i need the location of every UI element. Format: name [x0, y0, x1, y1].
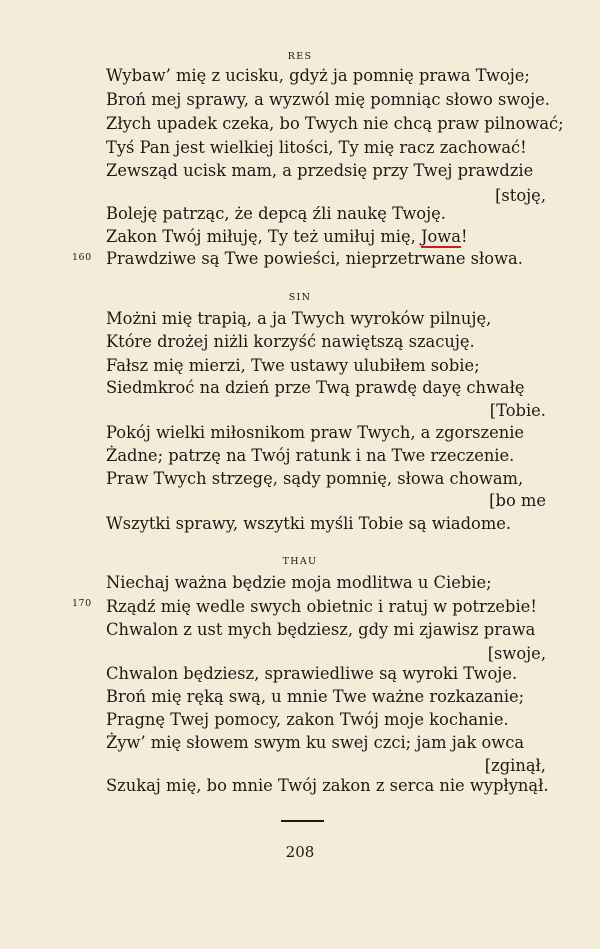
verse-line: Praw Twych strzegę, sądy pomnię, słowa chowam, — [106, 469, 524, 488]
verse-line: Wszytki sprawy, wszytki myśli Tobie są wiadome. — [106, 514, 512, 533]
verse-continuation: [swoje, — [487, 644, 546, 663]
red-underlined-word: Jowa — [420, 227, 461, 246]
verse-line: Pokój wielki miłosnikom praw Twych, a zgorszenie — [106, 423, 525, 442]
verse-line: Niechaj ważna będzie moja modlitwa u Ciebie; — [106, 573, 492, 592]
verse-line: Wybaw’ mię z ucisku, gdyż ja pomnię prawa Twoje; — [106, 66, 530, 85]
verse-continuation: [Tobie. — [489, 401, 546, 420]
verse-continuation: [bo me — [489, 491, 546, 510]
footer-rule — [281, 820, 324, 822]
verse-line: Broń mej sprawy, a wyzwól mię pomniąc słowo swoje. — [106, 90, 550, 109]
verse-line: Zewsząd ucisk mam, a przedsię przy Twej prawdzie — [106, 161, 534, 180]
verse-continuation: [stoję, — [495, 186, 546, 205]
verse-line: Boleję patrząc, że depcą źli naukę Twoję. — [106, 204, 446, 223]
section-heading-thau: THAU — [282, 556, 318, 567]
verse-line: Złych upadek czeka, bo Twych nie chcą praw pilnować; — [106, 114, 564, 133]
verse-line: Pragnę Twej pomocy, zakon Twój moje kochanie. — [106, 710, 509, 729]
page-number: 208 — [285, 843, 315, 861]
verse-line: Fałsz mię mierzi, Twe ustawy ulubiłem sobie; — [106, 356, 480, 375]
verse-line: Szukaj mię, bo mnie Twój zakon z serca nie wypłynął. — [106, 776, 549, 795]
verse-line-with-marked-word — [106, 226, 546, 248]
verse-line: Broń mię ręką swą, u mnie Twe ważne rozkazanie; — [106, 687, 525, 706]
verse-line: Możni mię trapią, a ja Twych wyroków pilnuję, — [106, 309, 492, 328]
verse-text: Zakon Twój miłuję, Ty też umiłuj mię, — [106, 227, 421, 246]
verse-line: Które drożej niżli korzyść nawiętszą szacuję. — [106, 332, 475, 351]
line-number: 160 — [72, 252, 92, 263]
verse-continuation: [zginął, — [484, 756, 546, 775]
line-number: 170 — [72, 598, 92, 609]
verse-line: Siedmkroć na dzień prze Twą prawdę dayę chwałę — [106, 378, 525, 397]
verse-line: Chwalon z ust mych będziesz, gdy mi zjawisz prawa — [106, 620, 536, 639]
verse-line: Żyw’ mię słowem swym ku swej czci; jam jak owca — [106, 733, 525, 752]
section-heading-res: RES — [287, 51, 313, 62]
section-heading-sin: SIN — [288, 292, 312, 303]
verse-line: Żadne; patrzę na Twój ratunk i na Twe rzeczenie. — [106, 446, 515, 465]
verse-line: Chwalon będziesz, sprawiedliwe są wyroki Twoje. — [106, 664, 518, 683]
verse-line: Tyś Pan jest wielkiej litości, Ty mię racz zachować! — [106, 138, 527, 157]
verse-text: ! — [460, 227, 468, 246]
verse-line: Rządź mię wedle swych obietnic i ratuj w potrzebie! — [106, 597, 537, 616]
verse-line: Prawdziwe są Twe powieści, nieprzetrwane słowa. — [106, 249, 523, 268]
